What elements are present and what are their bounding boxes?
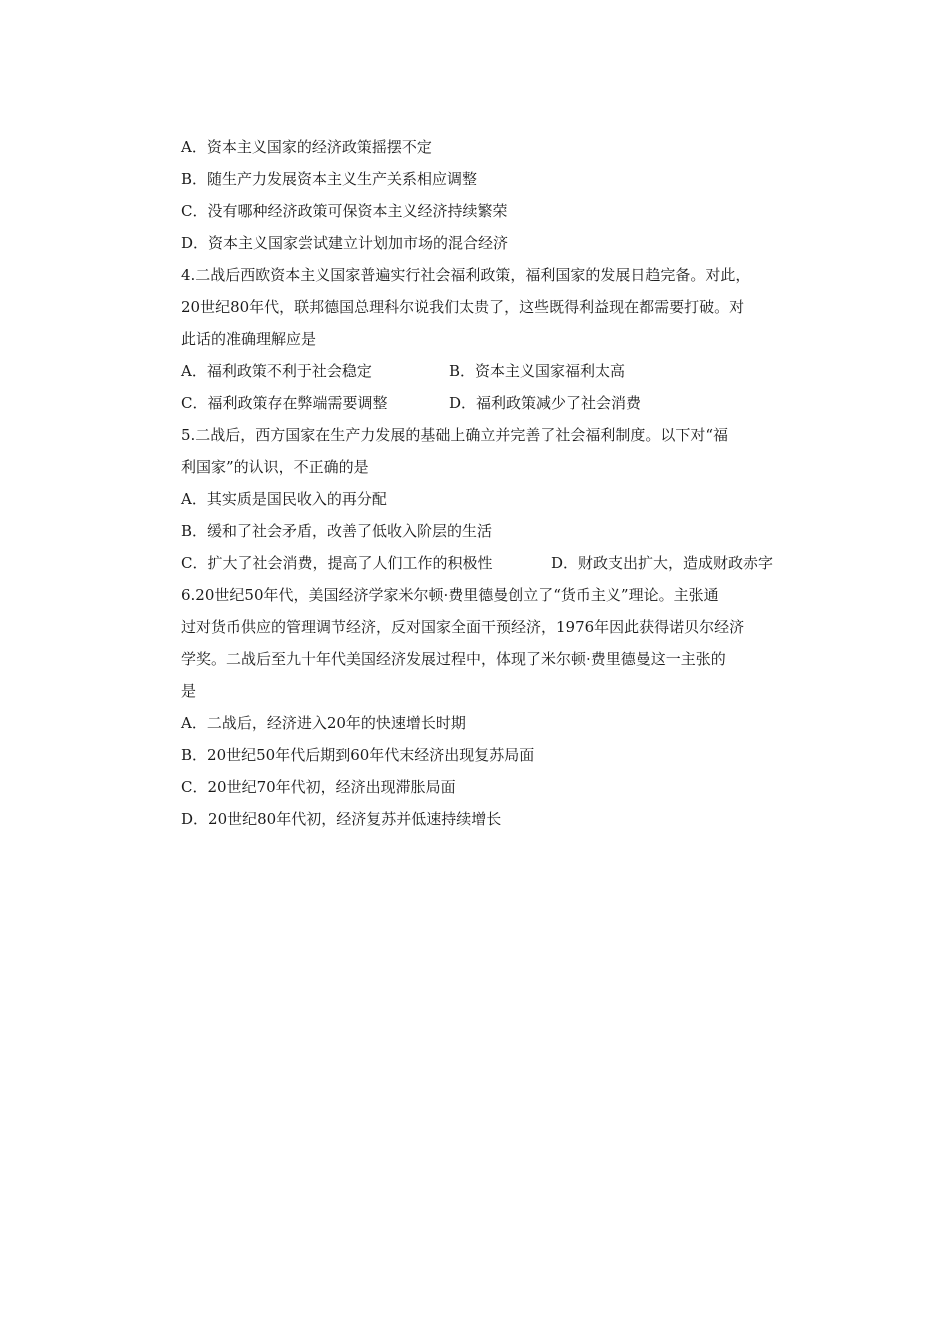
q6-stem-line-3: 学奖。二战后至九十年代美国经济发展过程中，体现了米尔顿·费里德曼这一主张的	[181, 650, 726, 668]
q4-stem-line-2: 20世纪80年代，联邦德国总理科尔说我们太贵了，这些既得利益现在都需要打破。对	[181, 298, 745, 316]
q4-option-a: A．福利政策不利于社会稳定	[181, 362, 372, 380]
q6-option-c: C．20世纪70年代初，经济出现滞胀局面	[181, 778, 456, 796]
q4-option-c: C．福利政策存在弊端需要调整	[181, 394, 388, 412]
q5-stem-line-2: 利国家”的认识，不正确的是	[181, 458, 369, 476]
q5-stem-line-1: 5.二战后，西方国家在生产力发展的基础上确立并完善了社会福利制度。以下对“福	[181, 426, 728, 444]
q3-option-b: B．随生产力发展资本主义生产关系相应调整	[181, 170, 478, 188]
q5-option-d: D．财政支出扩大，造成财政赤字	[551, 554, 774, 572]
q5-option-c: C．扩大了社会消费，提高了人们工作的积极性	[181, 554, 493, 572]
q4-option-b: B．资本主义国家福利太高	[449, 362, 626, 380]
q4-option-d: D．福利政策减少了社会消费	[449, 394, 642, 412]
q5-option-a: A．其实质是国民收入的再分配	[181, 490, 387, 508]
q3-option-a: A．资本主义国家的经济政策摇摆不定	[181, 138, 432, 156]
q6-stem-line-2: 过对货币供应的管理调节经济，反对国家全面干预经济，1976年因此获得诺贝尔经济	[181, 618, 745, 636]
q4-stem-line-1: 4.二战后西欧资本主义国家普遍实行社会福利政策，福利国家的发展日趋完备。对此，	[181, 266, 751, 284]
q6-option-b: B．20世纪50年代后期到60年代末经济出现复苏局面	[181, 746, 535, 764]
q3-option-c: C．没有哪种经济政策可保资本主义经济持续繁荣	[181, 202, 508, 220]
q6-stem-line-1: 6.20世纪50年代，美国经济学家米尔顿·费里德曼创立了“货币主义”理论。主张通	[181, 586, 719, 604]
q3-option-d: D．资本主义国家尝试建立计划加市场的混合经济	[181, 234, 509, 252]
q5-option-b: B．缓和了社会矛盾，改善了低收入阶层的生活	[181, 522, 493, 540]
q6-option-a: A．二战后，经济进入20年的快速增长时期	[181, 714, 466, 732]
q6-stem-line-4: 是	[181, 682, 197, 700]
q4-stem-line-3: 此话的准确理解应是	[181, 330, 317, 348]
q6-option-d: D．20世纪80年代初，经济复苏并低速持续增长	[181, 810, 502, 828]
